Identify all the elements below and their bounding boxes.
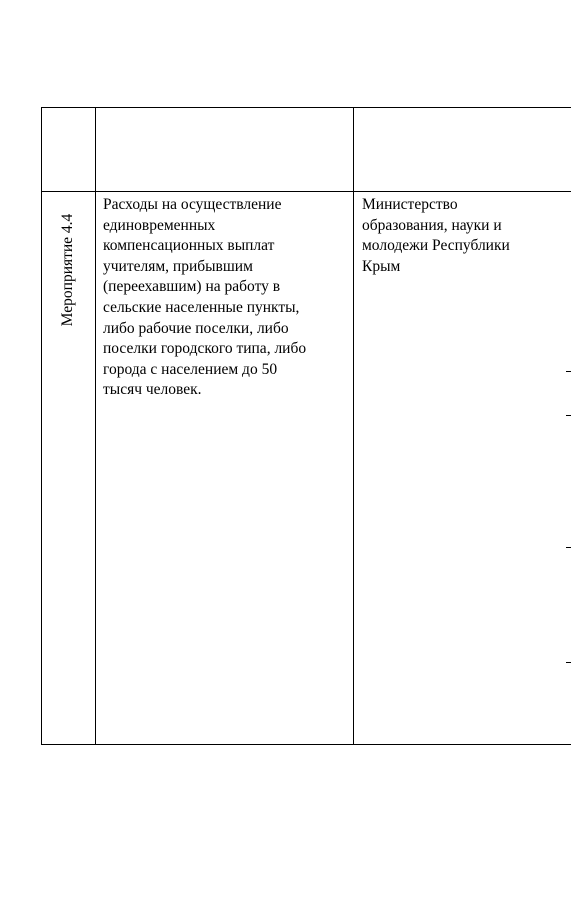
table-column-divider-2 [353, 107, 354, 745]
table-edge-tick [566, 415, 571, 416]
table-border-left [41, 107, 42, 745]
measure-description: Расходы на осуществление единовременных компенсационных выплат учителям, прибывшим (переехавшим) на работу в сельские населенные пункты, либо рабочие поселки, либо поселки городского типа, либо города с населением до 50 тысяч человек. [103, 196, 307, 399]
table-border-top [41, 107, 571, 108]
table-edge-tick [566, 662, 571, 663]
table-edge-tick [566, 547, 571, 548]
measure-label: Мероприятие 4.4 [59, 213, 76, 327]
responsible-organization: Министерство образования, науки и молодежи Республики Крым [362, 196, 510, 275]
table-column-divider-1 [95, 107, 96, 745]
table-row-divider [41, 191, 571, 192]
table-edge-tick [566, 371, 571, 372]
table-border-bottom [41, 744, 571, 745]
